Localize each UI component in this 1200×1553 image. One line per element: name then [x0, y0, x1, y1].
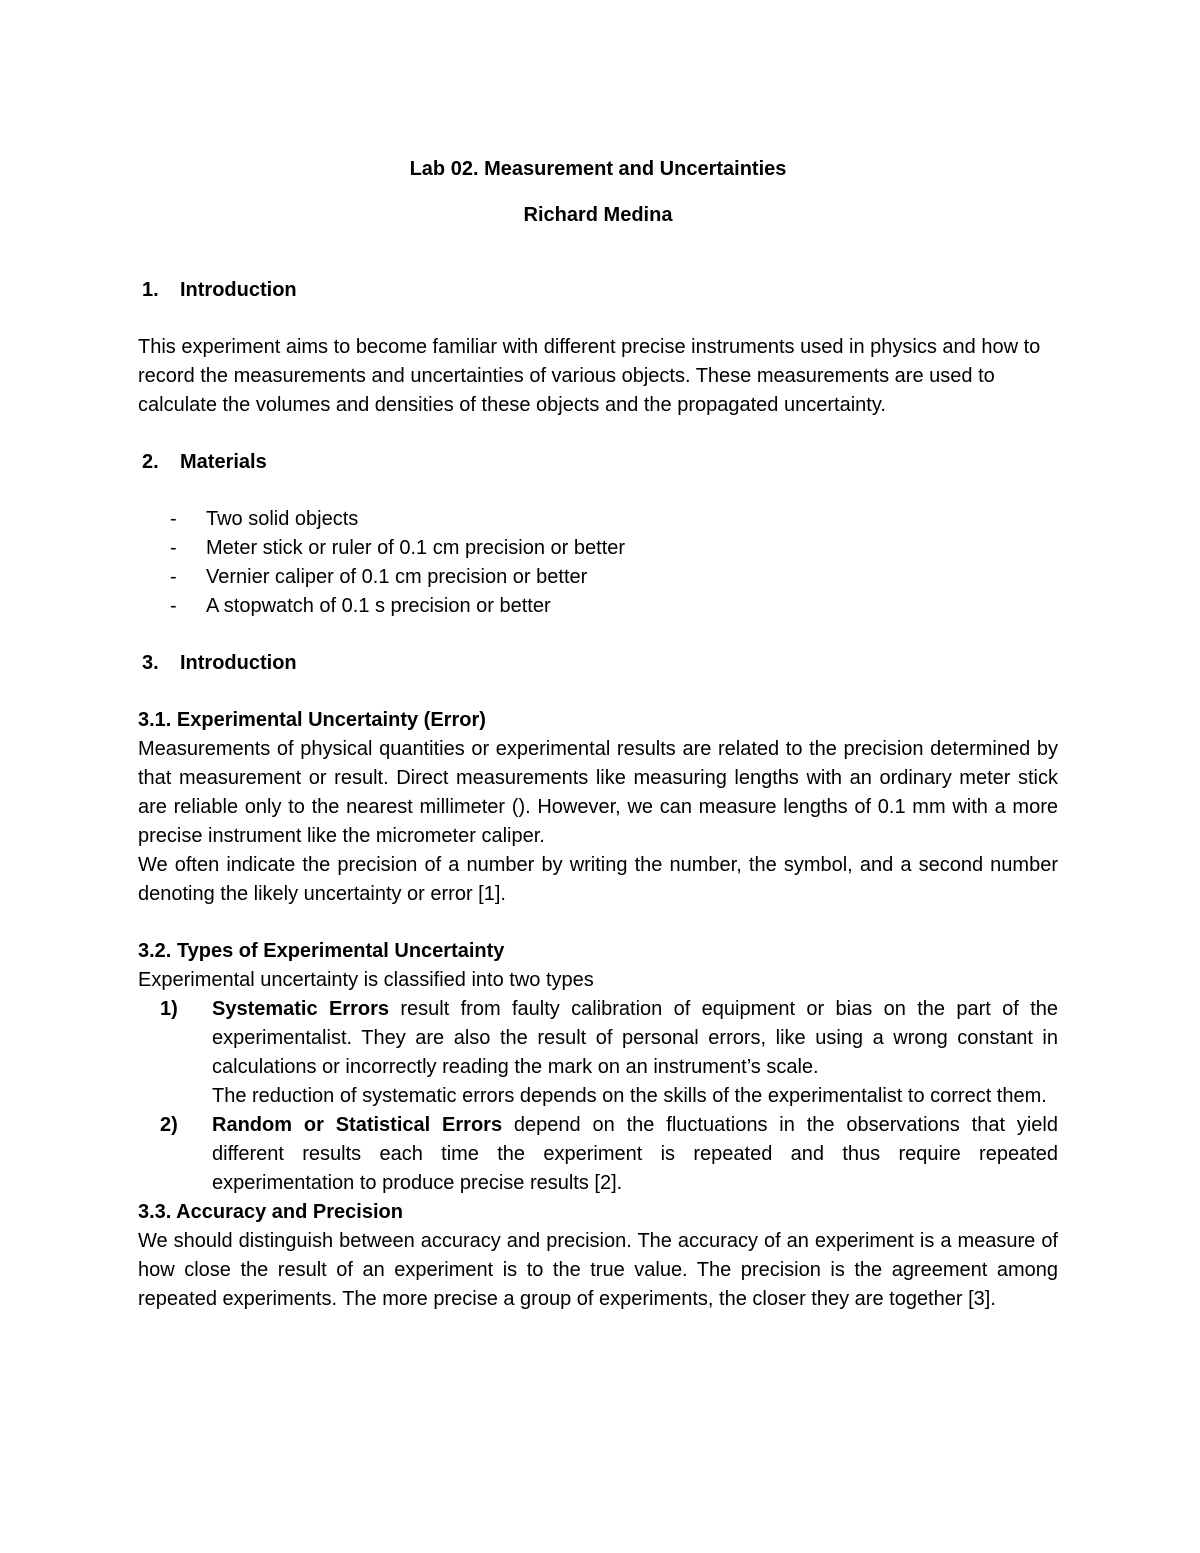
section-3-title: Introduction — [180, 652, 297, 674]
section-2-title: Materials — [180, 451, 267, 473]
section-1-heading — [138, 276, 1058, 305]
dash-bullet: - — [170, 595, 177, 617]
list-item — [138, 1111, 1058, 1198]
subsection-3-3-heading: 3.3. Accuracy and Precision — [138, 1201, 403, 1223]
material-item: A stopwatch of 0.1 s precision or better — [206, 595, 551, 617]
list-item — [138, 592, 1058, 621]
section-2-heading — [138, 448, 1058, 477]
list-item-body — [212, 1111, 1058, 1198]
list-item-text: depend on the fluctuations in the observations that yield different results each time the experiment is repeated and thus require repeated experimentation to produce precise results [2]. — [212, 1114, 1058, 1194]
dash-bullet: - — [170, 566, 177, 588]
subsection-3-1-heading: 3.1. Experimental Uncertainty (Error) — [138, 709, 486, 731]
subsection-3-2-heading: 3.2. Types of Experimental Uncertainty — [138, 940, 505, 962]
material-item: Vernier caliper of 0.1 cm precision or better — [206, 566, 588, 588]
subsection-3-1-paragraph-1: Measurements of physical quantities or experimental results are related to the precision determined by that measurement or result. Direct measurements like measuring lengths with an ordinary meter stick are reliable only to the nearest millimeter (). However, we can measure lengths of 0.1 mm with a more precise instrument like the micrometer caliper. — [138, 738, 1058, 847]
material-item: Two solid objects — [206, 508, 359, 530]
materials-list — [138, 505, 1058, 621]
section-1-paragraph: This experiment aims to become familiar with different precise instruments used in physics and how to record the measurements and uncertainties of various objects. These measurements are used to calculate the volumes and densities of these objects and the propagated uncertainty. — [138, 336, 1041, 416]
section-1-number: 1. — [142, 279, 159, 301]
section-1-title: Introduction — [180, 279, 297, 301]
list-item — [138, 563, 1058, 592]
list-item-body — [212, 995, 1058, 1111]
document-page — [138, 152, 1058, 1314]
subsection-3-3-paragraph: We should distinguish between accuracy and precision. The accuracy of an experiment is a measure of how close the result of an experiment is to the true value. The precision is the agreement among repeated experiments. The more precise a group of experiments, the closer they are together [3]. — [138, 1230, 1058, 1310]
list-enumerator: 2) — [160, 1114, 178, 1136]
subsection-3-2-intro: Experimental uncertainty is classified into two types — [138, 969, 594, 991]
error-types-list — [138, 995, 1058, 1198]
section-2-number: 2. — [142, 451, 159, 473]
list-item-term: Random or Statistical Errors — [212, 1114, 503, 1136]
document-author: Richard Medina — [523, 204, 673, 226]
section-3-heading — [138, 649, 1058, 678]
document-title: Lab 02. Measurement and Uncertainties — [409, 158, 787, 180]
list-item — [138, 534, 1058, 563]
list-item-term: Systematic Errors — [212, 998, 389, 1020]
list-item-text: result from faulty calibration of equipment or bias on the part of the experimentalist. They are also the result of personal errors, like using a wrong constant in calculations or incorrectly reading the mark on an instrument’s scale. — [212, 998, 1058, 1078]
dash-bullet: - — [170, 508, 177, 530]
material-item: Meter stick or ruler of 0.1 cm precision or better — [206, 537, 626, 559]
list-item — [138, 995, 1058, 1111]
section-3-number: 3. — [142, 652, 159, 674]
list-enumerator: 1) — [160, 998, 178, 1020]
list-item-extra: The reduction of systematic errors depends on the skills of the experimentalist to correct them. — [212, 1085, 1047, 1107]
subsection-3-1-paragraph-2: We often indicate the precision of a number by writing the number, the symbol, and a second number denoting the likely uncertainty or error [1]. — [138, 854, 1058, 905]
list-item — [138, 505, 1058, 534]
dash-bullet: - — [170, 537, 177, 559]
